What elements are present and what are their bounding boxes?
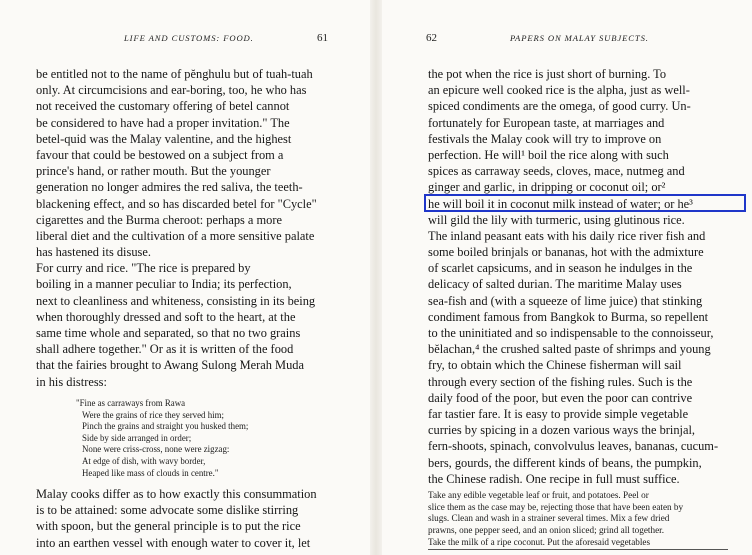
poem-line: Heaped like mass of clouds in centre."	[82, 467, 219, 478]
text-line: of scarlet capsicums, and in season he indulges in the	[428, 261, 693, 276]
text-line: fry, to obtain which the Chinese fisherman will sail	[428, 358, 682, 373]
text-line: daily food of the poor, but even the poor can contrive	[428, 390, 693, 405]
text-line: bers, gourds, the different kinds of beans, the pumpkin,	[428, 455, 702, 470]
text-line: curries by spicing in a dozen various ways the brinjal,	[428, 423, 696, 438]
poem-line: None were criss-cross, none were zigzag:	[82, 444, 230, 455]
text-line: be considered to have had a proper invitation." The	[36, 115, 290, 130]
text-line: to the uninitiated and so indispensable to the connoisseur,	[428, 326, 714, 340]
text-line: has hastened its disuse.	[36, 245, 151, 260]
text-line: sea-fish and (with a squeeze of lime juice) that stinking	[428, 293, 703, 308]
text-line: The inland peasant eats with his daily rice river fish and	[428, 228, 706, 243]
text-line: cigarettes and the Burma cheroot: perhaps a more	[36, 212, 282, 227]
recipe-line: Take the milk of a ripe coconut. Put the aforesaid vegetables	[428, 536, 651, 547]
text-line: spices as carraway seeds, cloves, mace, nutmeg and	[428, 164, 685, 179]
text-line: that the fairies brought to Awang Sulong Merah Muda	[36, 358, 304, 373]
text-line: will gild the lily with turmeric, using glutinous rice.	[428, 212, 685, 227]
text-line: liberal diet and the cultivation of a more sensitive palate	[36, 228, 315, 243]
text-line: boiling in a manner peculiar to India; its perfection,	[36, 277, 292, 292]
recipe-text	[428, 490, 683, 548]
text-line: fern-shoots, spinach, convolvulus leaves, bananas, cucum-	[428, 439, 719, 454]
poem-line: Were the grains of rice they served him;	[82, 409, 224, 420]
recipe-line: Take any edible vegetable leaf or fruit, and potatoes. Peel or	[428, 490, 649, 500]
right-body	[428, 66, 718, 487]
text-line: fortunately for European taste, at marriages and	[428, 115, 665, 130]
right-page-number: 62	[426, 32, 437, 44]
text-line: with spoon, but the general principle is to put the rice	[36, 519, 301, 534]
text-line: festivals the Malay cook will try to improve on	[428, 131, 662, 146]
text-line: some boiled brinjals or bananas, hot with the admixture	[428, 245, 704, 260]
text-line: not received the customary offering of betel cannot	[36, 99, 290, 114]
recipe-line: slice them as the case may be, rejecting those that have been eaten by	[428, 501, 684, 512]
text-line: spiced condiments are the omega, of good curry. Un-	[428, 99, 691, 114]
text-line: the pot when the rice is just short of burning. To	[428, 67, 667, 81]
text-line: perfection. He will¹ boil the rice along with such	[428, 147, 669, 162]
highlighted-line: he will boil it in coconut milk instead of water; or he³	[428, 196, 693, 211]
text-line: the Chinese radish. One recipe in full must suffice.	[428, 471, 680, 486]
highlight-box	[424, 194, 746, 212]
left-page	[0, 0, 370, 555]
poem-line: At edge of dish, with wavy border,	[82, 455, 206, 466]
poem-line: Side by side arranged in order;	[82, 432, 192, 443]
text-line: in his distress:	[36, 374, 107, 389]
left-body-bottom	[36, 486, 317, 551]
left-running-head: LIFE AND CUSTOMS: FOOD.	[124, 33, 254, 43]
text-line: ginger and garlic, in dripping or coconut oil; or²	[428, 180, 666, 195]
right-page	[382, 0, 752, 555]
text-line: favour that could be bestowed on a subject from a	[36, 147, 284, 162]
footnote-rule	[428, 549, 728, 550]
text-line: into an earthen vessel with enough water to cover it, let	[36, 535, 311, 550]
text-line: be entitled not to the name of pĕnghulu but of tuah-tuah	[36, 67, 313, 81]
left-page-number: 61	[317, 32, 328, 44]
text-line: far tastier fare. It is easy to provide simple vegetable	[428, 406, 689, 421]
poem-quote	[76, 398, 248, 479]
text-line: betel-quid was the Malay valentine, and the highest	[36, 131, 292, 146]
text-line: next to cleanliness and whiteness, consisting in its being	[36, 293, 316, 308]
text-line: when thoroughly dressed and soft to the heart, at the	[36, 309, 296, 324]
text-line: Malay cooks differ as to how exactly this consummation	[36, 487, 317, 501]
book-gutter	[370, 0, 382, 555]
left-body-top	[36, 66, 317, 390]
text-line: generation no longer admires the red saliva, the teeth-	[36, 180, 303, 195]
text-line: through every section of the fishing rules. Such is the	[428, 374, 693, 389]
poem-line: "Fine as carraways from Rawa	[76, 398, 186, 408]
text-line: only. At circumcisions and ear-boring, too, he who has	[36, 83, 307, 98]
text-line: blackening effect, and so has discarded betel for "Cycle"	[36, 196, 317, 211]
text-line: is to be attained: some advocate some dislike stirring	[36, 503, 299, 518]
recipe-line: slugs. Clean and wash in a strainer several times. Mix a few dried	[428, 513, 670, 524]
text-line: delicacy of salted durian. The maritime Malay uses	[428, 277, 682, 292]
text-line: prince's hand, or rather mouth. But the younger	[36, 164, 271, 179]
poem-line: Pinch the grains and straight you husked them;	[82, 421, 249, 432]
text-line: For curry and rice. "The rice is prepared by	[36, 261, 251, 276]
text-line: condiment famous from Bangkok to Burma, so repellent	[428, 309, 709, 324]
text-line: an epicure well cooked rice is the alpha, just as well-	[428, 83, 690, 98]
right-running-head: PAPERS ON MALAY SUBJECTS.	[510, 33, 649, 43]
text-line: same time whole and separated, so that no two grains	[36, 326, 301, 340]
text-line: bĕlachan,⁴ the crushed salted paste of shrimps and young	[428, 342, 711, 357]
text-line: shall adhere together." Or as it is written of the food	[36, 342, 294, 357]
recipe-line: prawns, one pepper seed, and an onion sliced; grind all together.	[428, 525, 664, 536]
